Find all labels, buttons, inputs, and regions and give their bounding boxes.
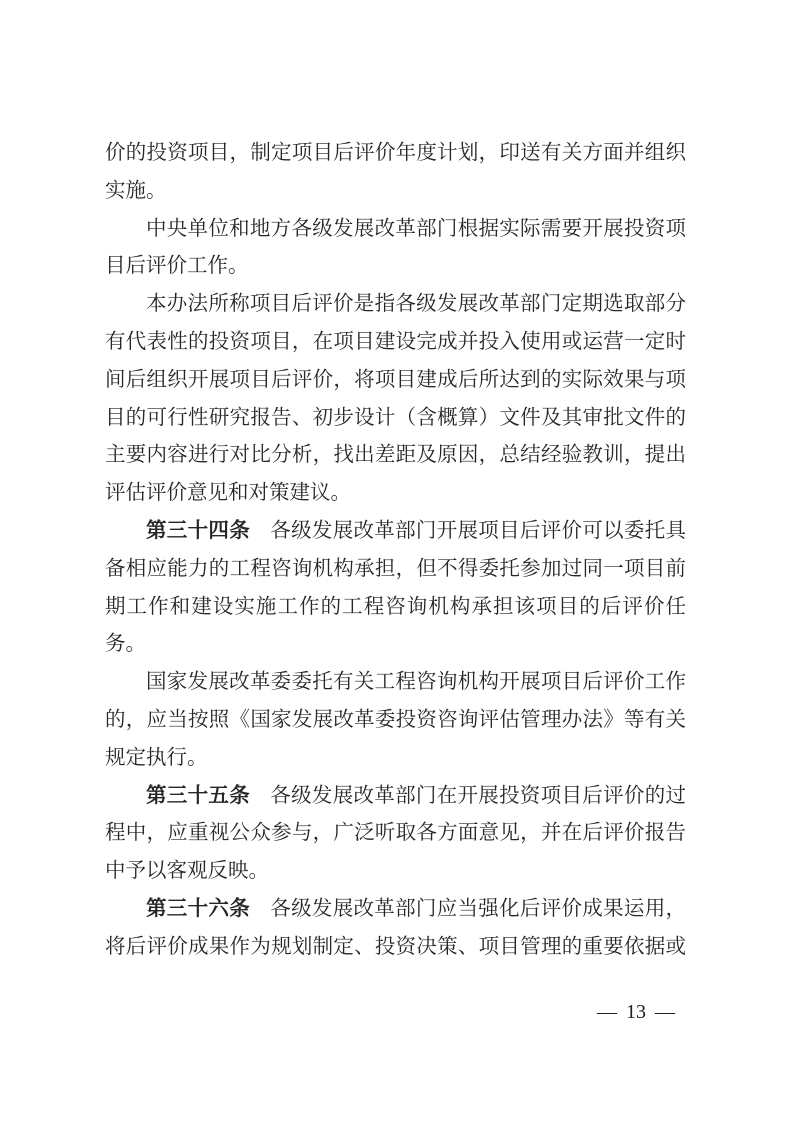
text-line: 程中，应重视公众参与，广泛听取各方面意见，并在后评价报告	[105, 822, 686, 845]
text-line: 规定执行。	[105, 746, 208, 769]
text-line: 间后组织开展项目后评价，将项目建成后所达到的实际效果与项	[105, 368, 686, 391]
document-body	[105, 135, 686, 967]
article-number: 第三十六条	[146, 897, 250, 920]
text-line: 目后评价工作。	[105, 255, 249, 278]
text-line: 主要内容进行对比分析，找出差距及原因，总结经验教训，提出	[105, 444, 686, 467]
text-line: 的，应当按照《国家发展改革委投资咨询评估管理办法》等有关	[105, 708, 686, 731]
article-number: 第三十四条	[146, 519, 250, 542]
text-line: 将后评价成果作为规划制定、投资决策、项目管理的重要依据或	[105, 935, 686, 958]
text-line: 备相应能力的工程咨询机构承担，但不得委托参加过同一项目前	[105, 557, 686, 580]
text-line	[105, 891, 686, 929]
text-line: 本办法所称项目后评价是指各级发展改革部门定期选取部分	[146, 293, 686, 316]
line-text: 各级发展改革部门开展项目后评价可以委托具	[270, 519, 686, 542]
text-line	[105, 513, 686, 551]
text-line: 中予以客观反映。	[105, 860, 269, 883]
text-line: 实施。	[105, 179, 167, 202]
line-text: 各级发展改革部门在开展投资项目后评价的过	[270, 784, 686, 807]
article-number: 第三十五条	[146, 784, 250, 807]
page-number	[597, 998, 675, 1026]
text-line: 中央单位和地方各级发展改革部门根据实际需要开展投资项	[146, 217, 686, 240]
text-line: 价的投资项目，制定项目后评价年度计划，印送有关方面并组织	[105, 142, 686, 164]
line-text: 各级发展改革部门应当强化后评价成果运用，	[270, 897, 686, 920]
text-line: 有代表性的投资项目，在项目建设完成并投入使用或运营一定时	[105, 330, 686, 353]
page-number-value: 13	[626, 1000, 646, 1023]
text-line: 国家发展改革委委托有关工程咨询机构开展项目后评价工作	[146, 671, 686, 694]
text-line: 目的可行性研究报告、初步设计（含概算）文件及其审批文件的	[105, 406, 686, 429]
text-line	[105, 778, 686, 816]
page-number-left-dash: —	[597, 1001, 617, 1023]
page-number-right-dash: —	[655, 1001, 675, 1023]
text-line: 期工作和建设实施工作的工程咨询机构承担该项目的后评价任	[105, 595, 686, 618]
text-line: 务。	[105, 633, 146, 656]
text-line: 评估评价意见和对策建议。	[105, 482, 351, 505]
